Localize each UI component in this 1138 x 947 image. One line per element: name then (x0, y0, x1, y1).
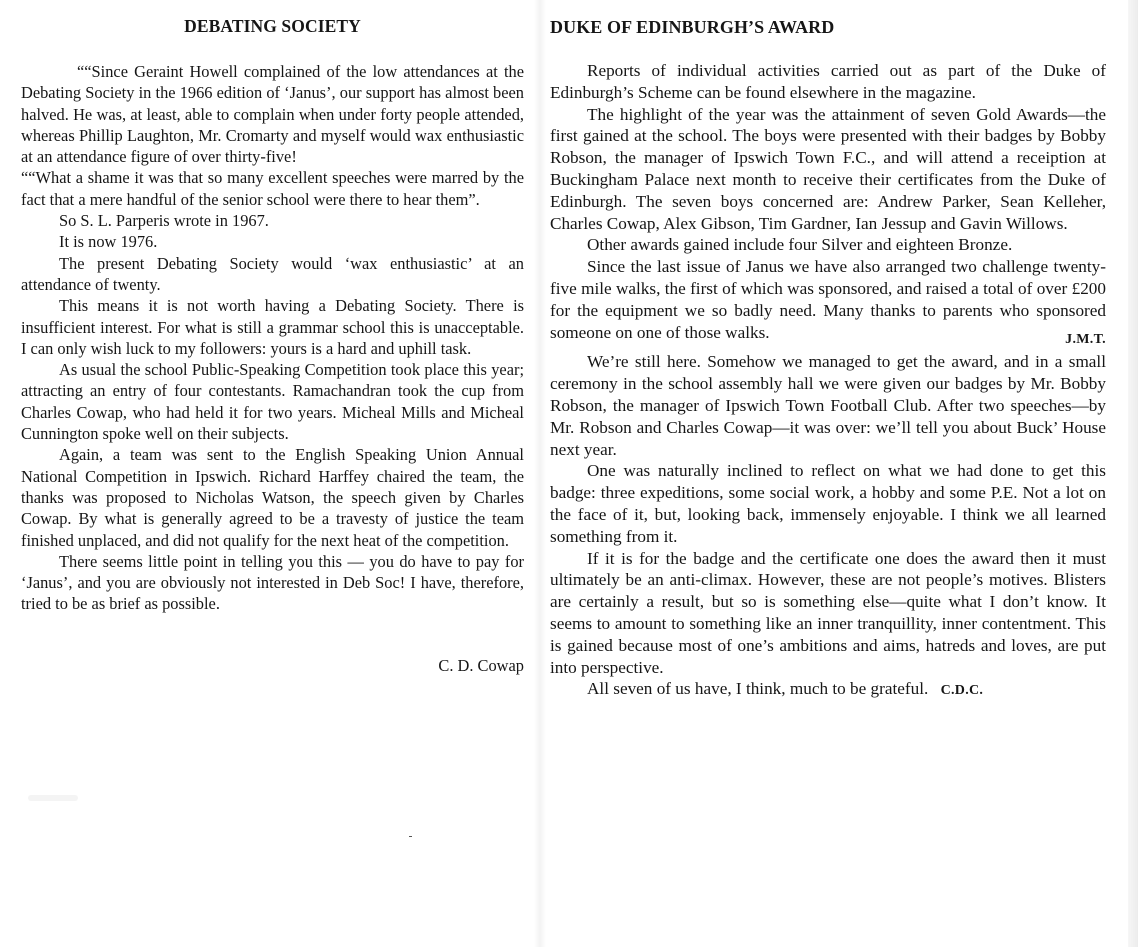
article-title: DEBATING SOCIETY (184, 16, 361, 36)
page-edge-shade (1128, 0, 1138, 947)
author-signature: C. D. Cowap (438, 655, 524, 675)
paragraph-text: All seven of us have, I think, much to be grateful. (587, 679, 929, 699)
paragraph: As usual the school Public-Speaking Competition took place this year; attracting an entry of four contestants. Ramachandran took the cup from Charles Cowap, who had held it for two years. Micheal Mills and Micheal Cunnington spoke well on their subjects. (21, 360, 524, 444)
paragraph: Other awards gained include four Silver and eighteen Bronze. (587, 235, 1013, 255)
author-initials: J.M.T. (1065, 331, 1106, 347)
paragraph: ““What a shame it was that so many excellent speeches were marred by the fact that a mere handful of the senior school were there to hear them”. (21, 168, 524, 209)
paragraph: One was naturally inclined to reflect on what we had done to get this badge: three expeditions, some social work, a hobby and some P.E. Not a lot on the face of it, but, looking back, immensely enjoyable. I think we all learned something from it. (550, 461, 1106, 546)
reflection-section (550, 351, 1106, 702)
scan-mark (409, 836, 412, 837)
scan-smudge (28, 795, 78, 801)
paragraph: The highlight of the year was the attainment of seven Gold Awards—the first gained at the school. The boys were presented with their badges by Bobby Robson, the manager of Ipswich Town F.C., and will attend a receiption at Buckingham Palace next month to receive their certificates from the Duke of Edinburgh. The seven boys concerned are: Andrew Parker, Sean Kelleher, Charles Cowap, Alex Gibson, Tim Gardner, Ian Jessup and Gavin Willows. (550, 104, 1106, 233)
article-body (21, 61, 524, 676)
paragraph (550, 678, 1106, 702)
paragraph: ““Since Geraint Howell complained of the low attendances at the Debating Society in the 1966 edition of ‘Janus’, our support has almost been halved. He was, at least, able to complain when under forty people attended, whereas Phillip Laughton, Mr. Cromarty and myself would wax enthusiastic at an attendance figure of over thirty-five! (21, 62, 524, 167)
paragraph: It is now 1976. (59, 232, 158, 252)
paragraph: Reports of individual activities carried out as part of the Duke of Edinburgh’s Scheme can be found elsewhere in the magazine. (550, 61, 1106, 102)
paragraph: The present Debating Society would ‘wax enthusiastic’ at an attendance of twenty. (21, 253, 524, 294)
paragraph: If it is for the badge and the certificate one does the award then it must ultimately be an anti-climax. However, these are not people’s motives. Blisters are certainly a result, but so is something else—quite what I don’t know. It seems to amount to something like an inner tranquillity, inner contentment. This is gained because most of one’s ambitions and aims, hatreds and loves, are put into perspective. (550, 548, 1106, 677)
paragraph-text: Since the last issue of Janus we have also arranged two challenge twenty-five mile walks, the first of which was sponsored, and raised a total of over £200 for the equipment we so badly need. Many thanks to parents who sponsored someone on one of those walks. (550, 257, 1106, 342)
debating-society-article (21, 0, 524, 676)
author-initials: C.D.C. (940, 683, 984, 699)
paragraph: We’re still here. Somehow we managed to get the award, and in a small ceremony in the school assembly hall we were given our badges by Mr. Bobby Robson, the manager of Ipswich Town Football Club. After two speeches—by Mr. Robson and Charles Cowap—it was over: we’ll tell you about Buck’ House next year. (550, 352, 1106, 459)
column-gutter-shade (534, 0, 546, 947)
article-title: DUKE OF EDINBURGH’S AWARD (550, 17, 835, 37)
paragraph: Again, a team was sent to the English Speaking Union Annual National Competition in Ipswich. Richard Harffey chaired the team, the thanks was proposed to Nicholas Watson, the speech given by Charles Cowap. By what is generally agreed to be a travesty of justice the team finished unplaced, and did not qualify for the next heat of the competition. (21, 445, 524, 550)
paragraph: There seems little point in telling you this — you do have to pay for ‘Janus’, and you are obviously not interested in Deb Soc! I have, therefore, tried to be as brief as possible. (21, 551, 524, 614)
report-section (550, 60, 1106, 347)
paragraph (550, 256, 1106, 347)
paragraph: This means it is not worth having a Debating Society. There is insufficient interest. For what is still a grammar school this is unacceptable. I can only wish luck to my followers: yours is a hard and uphill task. (21, 296, 524, 358)
duke-of-edinburgh-article (550, 0, 1106, 702)
paragraph: So S. L. Parperis wrote in 1967. (59, 211, 269, 231)
